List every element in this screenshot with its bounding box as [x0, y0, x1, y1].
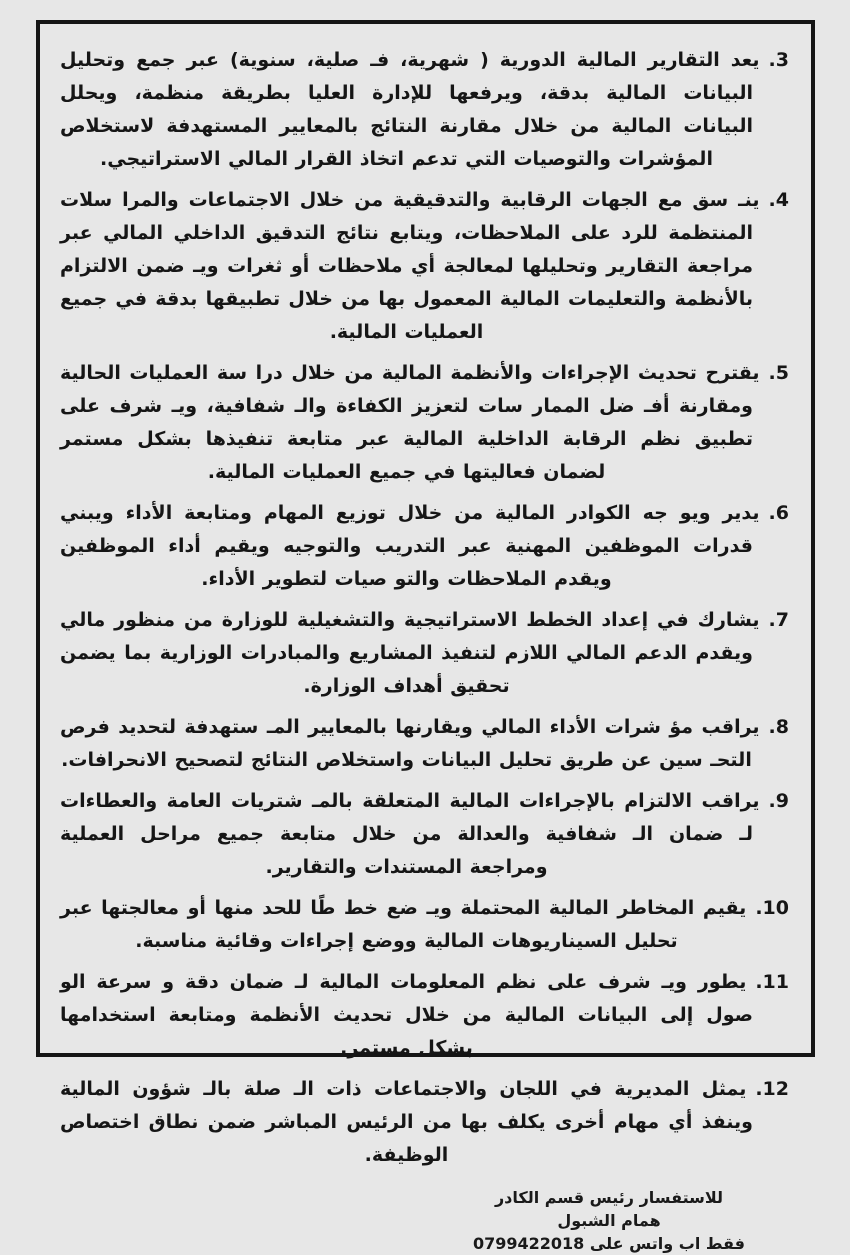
item-number: 7.: [768, 609, 789, 631]
list-item-7: [60, 604, 789, 703]
item-number: 9.: [768, 790, 789, 812]
item-text: يشارك في إعداد الخطط الاستراتيجية والتشغيلية للوزارة من منظور مالي ويقدم الدعم المالي اللازم لتنفيذ المشاريع والمبادرات الوزارية بما يضمن تحقيق أهداف الوزارة.: [60, 609, 760, 697]
footer-phone-line: 0799422018 على‎ واتس‎ اب‎ فقط: [472, 1234, 746, 1253]
footer-contact-name: همام الشبول: [557, 1211, 661, 1230]
list-item-5: [60, 357, 789, 489]
footer-contact-block: [464, 1186, 754, 1255]
item-number: 11.: [755, 971, 789, 993]
list-item-8: [60, 711, 789, 777]
item-number: 5.: [768, 362, 789, 384]
list-item-4: [60, 184, 789, 349]
footer-inquiry-line: للاستفسار رئيس قسم الكادر: [494, 1188, 724, 1207]
item-text: يراقب الالتزام بالإجراءات المالية المتعلقة بالمـ شتريات العامة والعطاءات لـ ضمان الـ شفافية والعدالة من خلال متابعة جميع مراحل العملية ومراجعة المستندات والتقارير.: [60, 790, 760, 878]
list-item-11: [60, 966, 789, 1065]
list-item-9: [60, 785, 789, 884]
item-number: 6.: [768, 502, 789, 524]
list-item-6: [60, 497, 789, 596]
document-frame: [36, 20, 815, 1253]
item-number: 4.: [768, 189, 789, 211]
item-text: يطور ويـ شرف على نظم المعلومات المالية لـ ضمان دقة و سرعة الو صول إلى البيانات المالية من خلال تحديث الأنظمة ومتابعة استخدامها بشكل مستمر.: [60, 971, 753, 1059]
item-number: 8.: [768, 716, 789, 738]
item-number: 10.: [755, 897, 789, 919]
list-item-12: [60, 1073, 789, 1172]
list-item-10: [60, 892, 789, 958]
list-item-3: [60, 44, 789, 176]
item-number: 12.: [755, 1078, 789, 1100]
item-text: يعد التقارير المالية الدورية ( شهرية، فـ صلية، سنوية) عبر جمع وتحليل البيانات المالية بدقة، ويرفعها للإدارة العليا بطريقة منظمة، ويحلل البيانات المالية من خلال مقارنة النتائج بالمعايير المستهدفة لاستخلاص المؤشرات والتوصيات التي تدعم اتخاذ القرار المالي الاستراتيجي.: [60, 49, 760, 170]
item-text: يقترح تحديث الإجراءات والأنظمة المالية من خلال درا سة العمليات الحالية ومقارنة أفـ ضل الممار سات لتعزيز الكفاءة والـ شفافية، ويـ شرف على تطبيق نظم الرقابة الداخلية المالية عبر متابعة تنفيذها بشكل مستمر لضمان فعاليتها في جميع العمليات المالية.: [60, 362, 760, 483]
item-number: 3.: [768, 49, 789, 71]
item-text: يقيم المخاطر المالية المحتملة ويـ ضع خط طًا للحد منها أو معالجتها عبر تحليل السيناريوهات المالية ووضع إجراءات وقائية مناسبة.: [60, 897, 747, 952]
item-text: يدير ويو جه الكوادر المالية من خلال توزيع المهام ومتابعة الأداء ويبني قدرات الموظفين المهنية عبر التدريب والتوجيه ويقيم أداء الموظفين ويقدم الملاحظات والتو صيات لتطوير الأداء.: [60, 502, 760, 590]
item-text: يراقب مؤ شرات الأداء المالي ويقارنها بالمعايير المـ ستهدفة لتحديد فرص التحـ سين عن طريق تحليل البيانات واستخلاص النتائج لتصحيح الانحرافات.: [60, 716, 760, 771]
item-text: ينـ سق مع الجهات الرقابية والتدقيقية من خلال الاجتماعات والمرا سلات المنتظمة للرد على الملاحظات، ويتابع نتائج التدقيق الداخلي المالي عبر مراجعة التقارير وتحليلها لمعالجة أي ملاحظات أو ثغرات ويـ ضمن الالتزام بالأنظمة والتعليمات المالية المعمول بها من خلال تطبيقها بدقة في جميع العمليات المالية.: [60, 189, 760, 343]
item-text: يمثل المديرية في اللجان والاجتماعات ذات الـ صلة بالـ شؤون المالية وينفذ أي مهام أخرى يكلف بها من الرئيس المباشر ضمن نطاق اختصاص الوظيفة.: [60, 1078, 753, 1166]
